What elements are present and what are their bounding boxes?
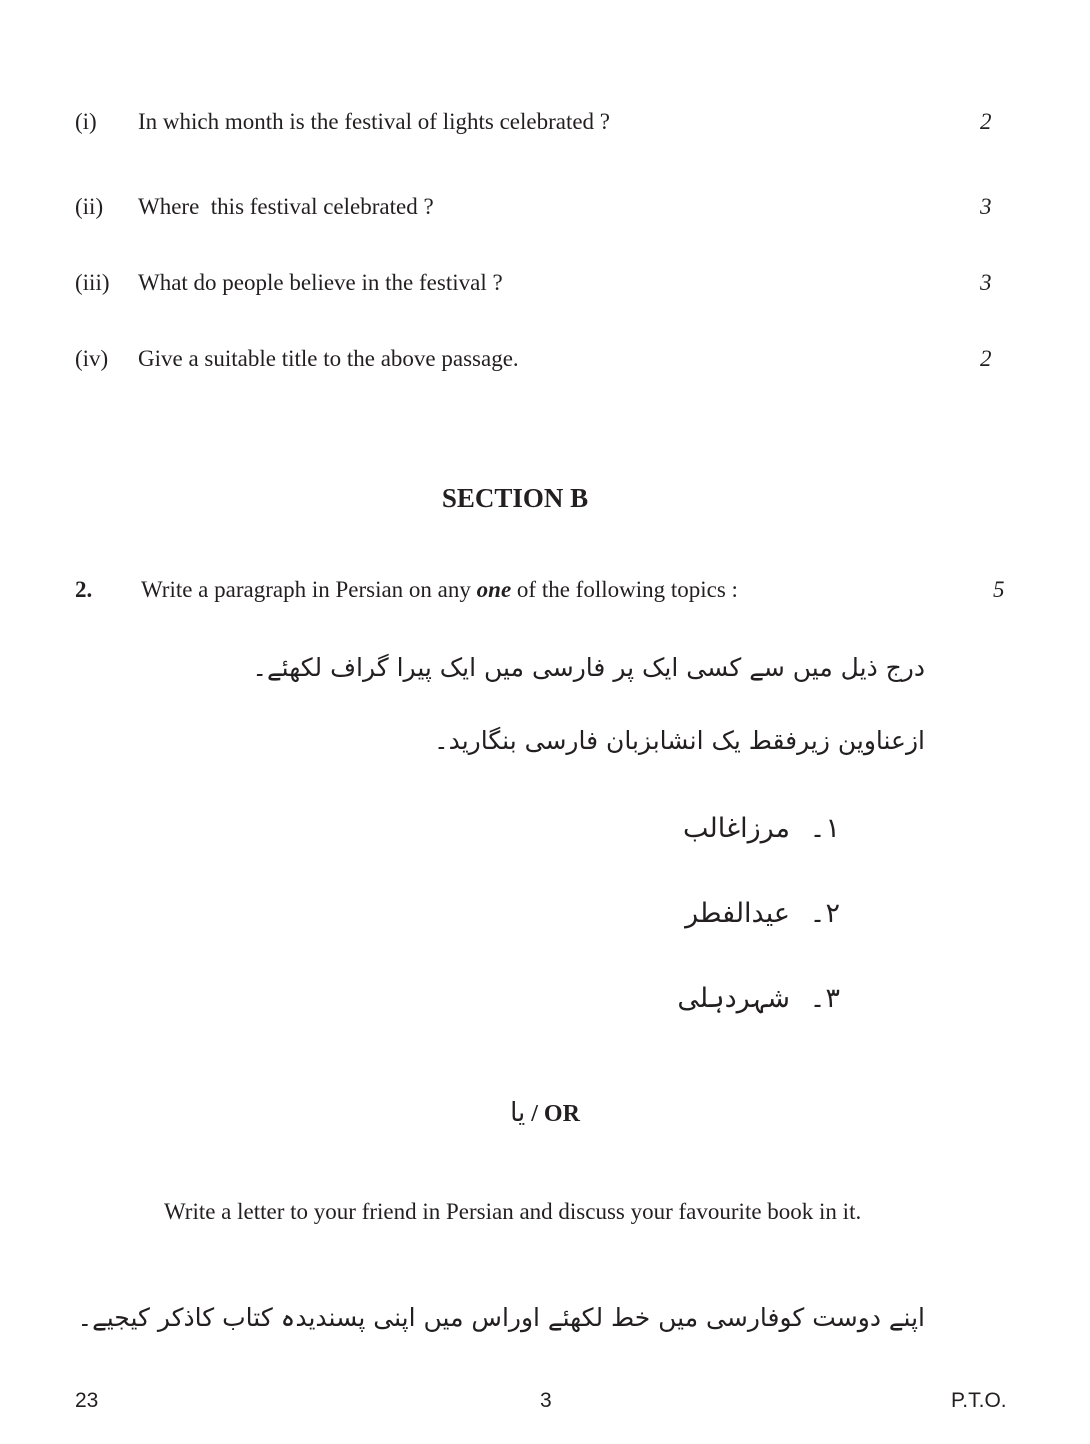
question-text: In which month is the festival of lights celebrated ? — [138, 109, 611, 134]
or-english: OR — [543, 1101, 580, 1127]
page-number: 3 — [540, 1389, 552, 1412]
question-marks: 2 — [980, 346, 992, 371]
question-text: Give a suitable title to the above passage. — [138, 346, 519, 371]
prompt-part: of the following topics : — [511, 577, 738, 602]
alternative-question: Write a letter to your friend in Persian and discuss your favourite book in it. — [164, 1199, 862, 1224]
question-number: 2. — [75, 577, 93, 602]
urdu-instruction: درج ذیل میں سے کسی ایک پر فارسی میں ایک پیرا گراف لکھئے۔ — [252, 653, 925, 682]
question-number: (i) — [75, 109, 97, 134]
question-marks: 2 — [980, 109, 992, 134]
topic-text: مرزاغالب — [683, 813, 790, 844]
or-separator — [0, 1100, 1090, 1126]
alternative-urdu-instruction: اپنے دوست کوفارسی میں خط لکھئے اوراس میں اپنی پسندیدہ کتاب کاذکر کیجیے۔ — [77, 1303, 925, 1332]
question-marks: 3 — [980, 270, 992, 295]
persian-instruction: ازعناوین زیرفقط یک انشابزبان فارسی بنگارید۔ — [433, 726, 925, 755]
question-number: (ii) — [75, 194, 104, 219]
prompt-emphasis: one — [476, 577, 512, 602]
or-slash: / — [525, 1101, 544, 1127]
question-marks: 5 — [993, 577, 1005, 602]
topic-text: عیدالفطر — [685, 898, 790, 929]
topic-text: شہردہلی — [677, 983, 790, 1014]
topic-number: ۱۔ — [809, 813, 840, 844]
paper-code: 23 — [75, 1389, 99, 1412]
question-number: (iv) — [75, 346, 109, 371]
prompt-part: Write a paragraph in Persian on any — [141, 577, 477, 602]
question-marks: 3 — [980, 194, 992, 219]
topic-number: ۳۔ — [809, 983, 840, 1014]
question-prompt — [141, 578, 738, 601]
question-text: What do people believe in the festival ? — [138, 270, 503, 295]
question-number: (iii) — [75, 270, 110, 295]
question-text: Where this festival celebrated ? — [138, 194, 434, 219]
section-title: SECTION B — [441, 483, 589, 513]
or-urdu: یا — [510, 1098, 526, 1128]
topic-number: ۲۔ — [809, 898, 840, 929]
pto-label: P.T.O. — [951, 1389, 1007, 1412]
